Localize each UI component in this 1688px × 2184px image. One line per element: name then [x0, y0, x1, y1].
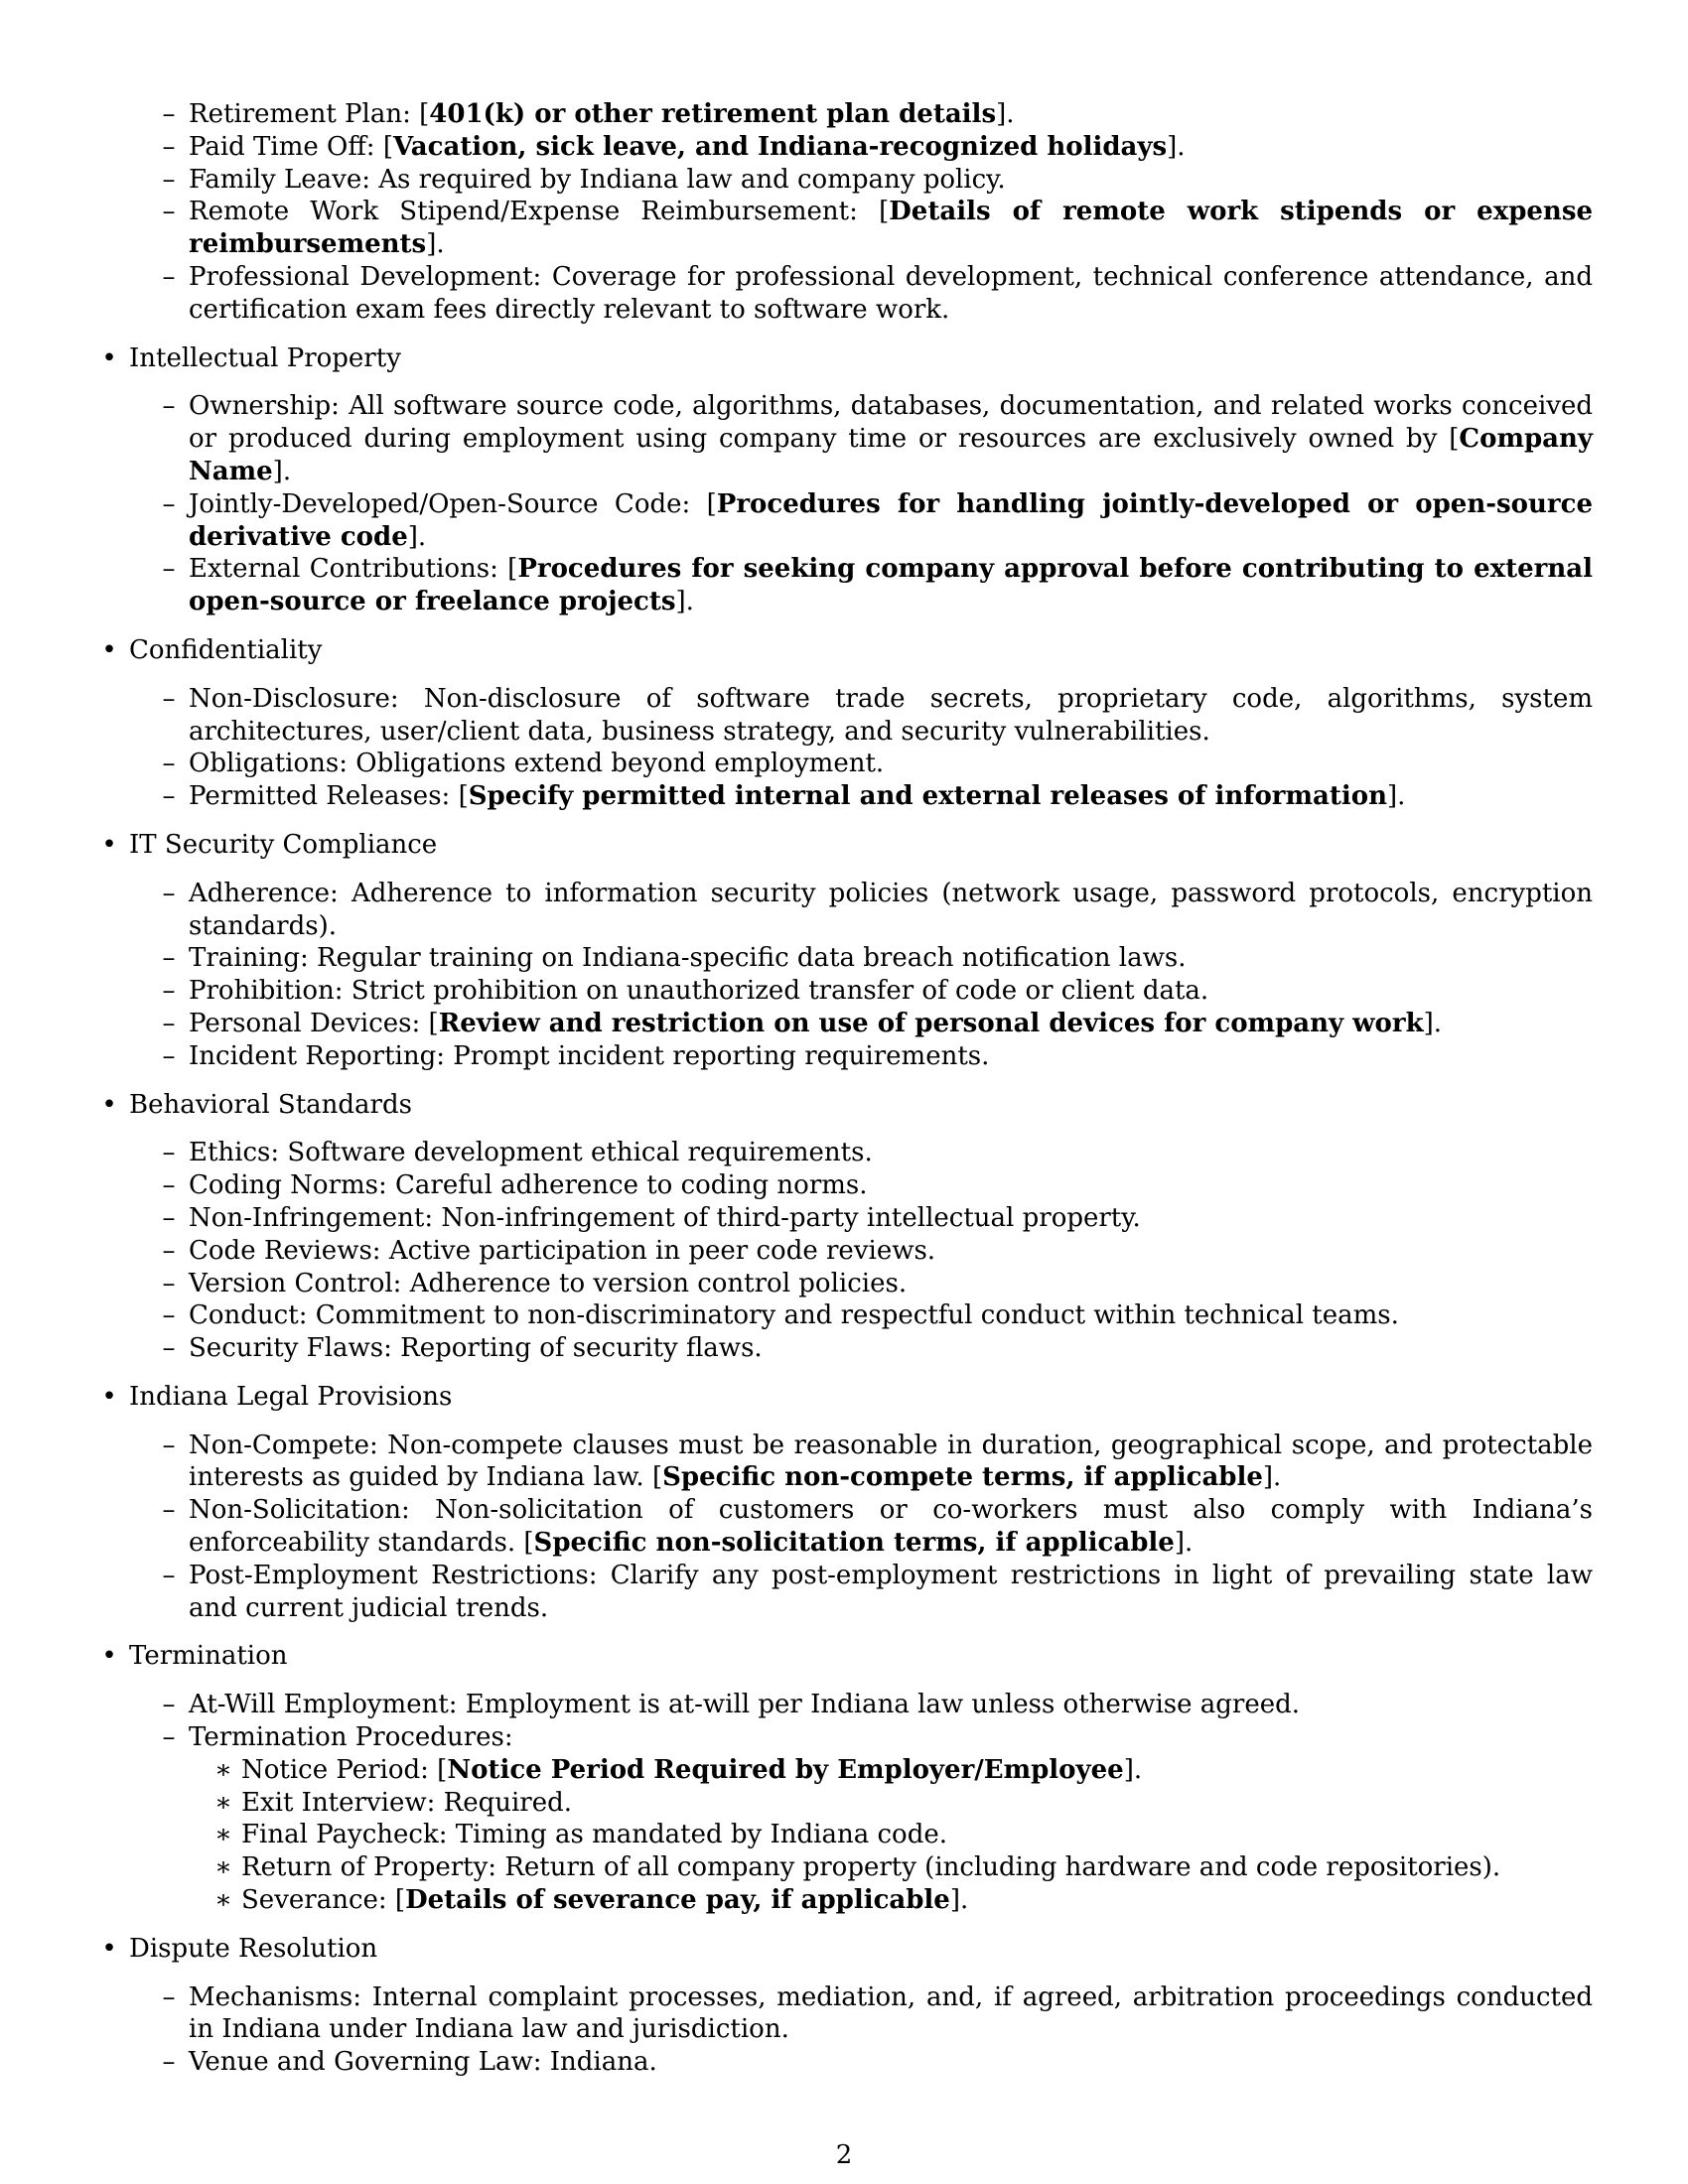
- bullet-marker: •: [101, 1641, 117, 1672]
- item-text: [241, 1787, 1593, 1820]
- item-text-pre: [: [386, 1885, 406, 1916]
- item-text: [189, 390, 1593, 487]
- section-heading: [101, 829, 1593, 862]
- item-label: Termination Procedures:: [189, 1722, 513, 1753]
- placeholder-bold: 401(k) or other retirement plan details: [429, 99, 997, 129]
- section-items: [0, 1689, 1688, 1917]
- item-text-pre: Employment is at-will per Indiana law unless otherwise agreed.: [457, 1690, 1301, 1720]
- item-text-post: ].: [996, 99, 1015, 129]
- item-text: [189, 1235, 1593, 1268]
- item-label: Exit Interview:: [241, 1787, 436, 1818]
- item-text-pre: Adherence to version control policies.: [401, 1268, 908, 1298]
- item-label: Ethics:: [189, 1138, 280, 1168]
- page-number: 2: [835, 2140, 853, 2170]
- item-label: Ownership:: [189, 391, 340, 422]
- item-text: [189, 2046, 1593, 2079]
- item-text: [189, 1040, 1593, 1073]
- item-text: [189, 1268, 1593, 1300]
- dash-marker: –: [162, 1138, 176, 1168]
- dash-marker: –: [162, 2047, 176, 2078]
- list-item: [162, 1981, 1593, 2047]
- section-termination: [0, 1640, 1688, 1916]
- section-items: [0, 683, 1688, 813]
- dash-marker: –: [162, 391, 176, 422]
- item-text: [189, 1494, 1593, 1560]
- star-marker: ∗: [214, 1820, 232, 1850]
- item-text-pre: [: [857, 197, 890, 227]
- list-item: [162, 1689, 1593, 1721]
- item-text-pre: Strict prohibition on unauthorized transfer of code or client data.: [343, 976, 1209, 1007]
- item-label: Incident Reporting:: [189, 1040, 445, 1071]
- list-item: [162, 488, 1593, 554]
- list-item: [162, 1430, 1593, 1495]
- list-item: [162, 2046, 1593, 2079]
- item-label: Post-Employment Restrictions:: [189, 1560, 598, 1590]
- item-text: [189, 1202, 1593, 1235]
- item-text: [189, 1137, 1593, 1169]
- section-heading: [101, 1933, 1593, 1966]
- dash-marker: –: [162, 1235, 176, 1266]
- item-text: [189, 1430, 1593, 1495]
- item-text: [189, 553, 1593, 618]
- item-title: IT Security Compliance: [129, 829, 438, 860]
- item-label: Code Reviews:: [189, 1235, 381, 1266]
- item-text: [189, 1560, 1593, 1625]
- section-items: [0, 878, 1688, 1073]
- list-item: [162, 1721, 1593, 1754]
- item-text-post: ].: [407, 521, 427, 552]
- item-text: [129, 829, 1593, 862]
- list-item: [162, 1040, 1593, 1073]
- item-text-post: ].: [1123, 1754, 1143, 1785]
- section-heading: [101, 1089, 1593, 1122]
- bullet-marker: •: [101, 1933, 117, 1964]
- list-item: [162, 1268, 1593, 1300]
- item-text-pre: Obligations extend beyond employment.: [348, 749, 885, 779]
- dash-marker: –: [162, 1430, 176, 1460]
- placeholder-bold: Details of severance pay, if applicable: [405, 1885, 950, 1916]
- item-label: At-Will Employment:: [189, 1690, 458, 1720]
- placeholder-bold: Notice Period Required by Employer/Employee: [447, 1754, 1124, 1785]
- bullet-marker: •: [101, 1089, 117, 1120]
- item-title: Confidentiality: [129, 634, 323, 665]
- section-confidentiality: [0, 634, 1688, 813]
- dash-marker: –: [162, 554, 176, 585]
- item-label: Mechanisms:: [189, 1981, 361, 2012]
- item-text: [129, 634, 1593, 667]
- section-items: [0, 1981, 1688, 2079]
- list-item: [162, 748, 1593, 780]
- item-label: Professional Development:: [189, 261, 542, 292]
- bullet-marker: •: [101, 342, 117, 373]
- dash-marker: –: [162, 781, 176, 812]
- item-text: [189, 164, 1593, 197]
- item-text-post: ].: [1387, 781, 1406, 812]
- item-text: [189, 878, 1593, 943]
- item-text: [189, 942, 1593, 975]
- benefits-continued-list: [0, 98, 1688, 327]
- dash-marker: –: [162, 1008, 176, 1038]
- list-item: [162, 1202, 1593, 1235]
- list-item: [162, 164, 1593, 197]
- section-heading: [101, 342, 1593, 375]
- section-items: [0, 1430, 1688, 1625]
- item-text: [189, 1981, 1593, 2047]
- list-item: [162, 878, 1593, 943]
- item-text-pre: [: [690, 488, 717, 519]
- item-text-pre: Timing as mandated by Indiana code.: [447, 1820, 948, 1850]
- dash-marker: –: [162, 878, 176, 908]
- section-dispute-resolution: [0, 1933, 1688, 2079]
- list-item: [162, 131, 1593, 164]
- dash-marker: –: [162, 1690, 176, 1720]
- item-text: [189, 488, 1593, 554]
- dash-marker: –: [162, 1560, 176, 1590]
- item-label: Non-Infringement:: [189, 1202, 434, 1233]
- placeholder-bold: Specify permitted internal and external releases of information: [468, 781, 1387, 812]
- item-text-pre: As required by Indiana law and company policy.: [370, 164, 1006, 195]
- dash-marker: –: [162, 164, 176, 195]
- placeholder-bold: Vacation, sick leave, and Indiana-recognized holidays: [392, 131, 1168, 162]
- item-text-pre: [: [450, 781, 469, 812]
- item-text: [241, 1851, 1593, 1884]
- section-items: [0, 1137, 1688, 1365]
- item-text-pre: All software source code, algorithms, databases, documentation, and related works conceived or produced during employment using company time or resources are exclusively owned by [: [189, 391, 1593, 455]
- item-text: [189, 780, 1593, 813]
- dash-marker: –: [162, 943, 176, 974]
- item-text: [189, 1299, 1593, 1332]
- item-text-pre: [: [374, 131, 393, 162]
- star-marker: ∗: [214, 1852, 232, 1883]
- placeholder-bold: Review and restriction on use of personal devices for company work: [438, 1008, 1424, 1038]
- item-text-post: ].: [1423, 1008, 1443, 1038]
- list-item: [162, 1235, 1593, 1268]
- item-title: Behavioral Standards: [129, 1089, 412, 1120]
- placeholder-bold: Procedures for seeking company approval before contributing to external open-source or freelance projects: [189, 554, 1593, 617]
- item-text: [241, 1754, 1593, 1787]
- item-label: Family Leave:: [189, 164, 371, 195]
- item-text: [129, 342, 1593, 375]
- item-label: Non-Disclosure:: [189, 683, 399, 714]
- dash-marker: –: [162, 1333, 176, 1364]
- dash-marker: –: [162, 1981, 176, 2012]
- section-heading: [101, 1640, 1593, 1673]
- dash-marker: –: [162, 1722, 176, 1753]
- item-text-pre: Non-infringement of third-party intellectual property.: [433, 1202, 1141, 1233]
- item-label: Non-Solicitation:: [189, 1495, 410, 1526]
- item-text-pre: Clarify any post-employment restrictions in light of prevailing state law and current judicial trends.: [189, 1560, 1593, 1623]
- item-text-pre: Non-solicitation of customers or co-workers must also comply with Indiana’s enforceability standards. [: [189, 1495, 1593, 1559]
- dash-marker: –: [162, 1300, 176, 1331]
- item-text-pre: Adherence to information security policies (network usage, password protocols, encryption standards).: [189, 878, 1593, 941]
- bullet-marker: •: [101, 829, 117, 860]
- item-label: Coding Norms:: [189, 1170, 387, 1201]
- item-text-pre: Software development ethical requirements.: [279, 1138, 873, 1168]
- list-item: [162, 942, 1593, 975]
- dash-marker: –: [162, 488, 176, 519]
- item-text: [189, 748, 1593, 780]
- item-text-pre: Careful adherence to coding norms.: [386, 1170, 868, 1201]
- item-label: Training:: [189, 943, 309, 974]
- list-item: [162, 1560, 1593, 1625]
- list-item: [162, 683, 1593, 749]
- section-it-security-compliance: [0, 829, 1688, 1073]
- dash-marker: –: [162, 1268, 176, 1298]
- star-marker: ∗: [214, 1787, 232, 1818]
- placeholder-bold: Specific non-solicitation terms, if applicable: [533, 1528, 1175, 1559]
- item-text-pre: Required.: [435, 1787, 573, 1818]
- item-text-post: ].: [1167, 131, 1186, 162]
- placeholder-bold: Procedures for handling jointly-developed or open-source derivative code: [189, 488, 1593, 552]
- section-intellectual-property: [0, 342, 1688, 618]
- list-item: [162, 1169, 1593, 1202]
- item-label: Permitted Releases:: [189, 781, 451, 812]
- item-label: Retirement Plan:: [189, 99, 411, 129]
- item-text-pre: Internal complaint processes, mediation, and, if agreed, arbitration proceedings conducted in Indiana under Indiana law and jurisdiction.: [189, 1981, 1593, 2045]
- list-item: [162, 1332, 1593, 1365]
- item-text-post: ].: [272, 456, 292, 486]
- item-title: Termination: [129, 1641, 288, 1672]
- placeholder-bold: Specific non-compete terms, if applicable: [662, 1462, 1263, 1493]
- item-title: Dispute Resolution: [129, 1933, 378, 1964]
- item-text-post: ].: [426, 229, 445, 260]
- item-title: Indiana Legal Provisions: [129, 1381, 453, 1412]
- item-label: Venue and Governing Law:: [189, 2047, 542, 2078]
- item-label: Return of Property:: [241, 1852, 497, 1883]
- section-items: [0, 390, 1688, 618]
- section-indiana-legal-provisions: [0, 1381, 1688, 1625]
- item-text-pre: Return of all company property (including hardware and code repositories).: [496, 1852, 1501, 1883]
- dash-marker: –: [162, 261, 176, 292]
- item-text: [129, 1381, 1593, 1414]
- item-text: [189, 1169, 1593, 1202]
- item-text-post: ].: [949, 1885, 969, 1916]
- dash-marker: –: [162, 99, 176, 129]
- list-item: [162, 1299, 1593, 1332]
- dash-marker: –: [162, 749, 176, 779]
- item-label: Remote Work Stipend/Expense Reimbursement:: [189, 197, 858, 227]
- item-label: Security Flaws:: [189, 1333, 392, 1364]
- item-label: Notice Period:: [241, 1754, 429, 1785]
- list-item: [162, 1494, 1593, 1560]
- item-label: Prohibition:: [189, 976, 344, 1007]
- item-text-post: ].: [1174, 1528, 1194, 1559]
- item-text-pre: Prompt incident reporting requirements.: [444, 1040, 990, 1071]
- item-text: [189, 1721, 1593, 1754]
- list-item: [162, 780, 1593, 813]
- item-label: Paid Time Off:: [189, 131, 375, 162]
- list-item: [162, 196, 1593, 261]
- section-heading: [101, 1381, 1593, 1414]
- item-label: Final Paycheck:: [241, 1820, 448, 1850]
- item-label: Severance:: [241, 1885, 387, 1916]
- item-text-pre: [: [410, 99, 430, 129]
- sub-list-item: [214, 1819, 1593, 1851]
- list-item: [162, 553, 1593, 618]
- item-text: [189, 975, 1593, 1008]
- dash-marker: –: [162, 1202, 176, 1233]
- item-text-pre: [: [497, 554, 518, 585]
- item-title: Intellectual Property: [129, 342, 401, 373]
- item-text: [241, 1819, 1593, 1851]
- item-text: [189, 196, 1593, 261]
- dash-marker: –: [162, 197, 176, 227]
- item-label: Jointly-Developed/Open-Source Code:: [189, 488, 691, 519]
- item-text: [189, 261, 1593, 327]
- item-text: [129, 1933, 1593, 1966]
- item-text: [189, 683, 1593, 749]
- star-marker: ∗: [214, 1754, 232, 1785]
- sub-list-item: [214, 1884, 1593, 1917]
- item-text-pre: [: [420, 1008, 439, 1038]
- item-label: Personal Devices:: [189, 1008, 421, 1038]
- bullet-marker: •: [101, 634, 117, 665]
- item-text-pre: Active participation in peer code reviews.: [380, 1235, 936, 1266]
- item-text: [189, 1008, 1593, 1040]
- item-text-post: ].: [675, 587, 694, 617]
- dash-marker: –: [162, 1170, 176, 1201]
- item-text: [241, 1884, 1593, 1917]
- item-text-post: ].: [1262, 1462, 1282, 1493]
- dash-marker: –: [162, 1040, 176, 1071]
- placeholder-bold: Company Name: [189, 424, 1593, 486]
- item-text: [189, 1689, 1593, 1721]
- item-text: [189, 98, 1593, 131]
- item-label: Obligations:: [189, 749, 348, 779]
- item-text-pre: Regular training on Indiana-specific data breach notification laws.: [308, 943, 1187, 974]
- item-text-pre: Reporting of security flaws.: [391, 1333, 763, 1364]
- item-text: [189, 1332, 1593, 1365]
- item-text-pre: Commitment to non-discriminatory and respectful conduct within technical teams.: [307, 1300, 1399, 1331]
- item-text-pre: Indiana.: [541, 2047, 657, 2078]
- item-text-pre: Non-disclosure of software trade secrets, proprietary code, algorithms, system architectures, user/client data, business strategy, and security vulnerabilities.: [189, 683, 1593, 747]
- list-item: [162, 390, 1593, 487]
- item-text-pre: Non-compete clauses must be reasonable in duration, geographical scope, and protectable interests as guided by Indiana law. [: [189, 1430, 1593, 1493]
- section-heading: [101, 634, 1593, 667]
- list-item: [162, 975, 1593, 1008]
- section-behavioral-standards: [0, 1089, 1688, 1365]
- list-item: [162, 1137, 1593, 1169]
- item-text-pre: [: [428, 1754, 448, 1785]
- item-label: Conduct:: [189, 1300, 308, 1331]
- item-label: Adherence:: [189, 878, 339, 908]
- list-item: [162, 98, 1593, 131]
- sub-list-item: [214, 1754, 1593, 1787]
- placeholder-bold: Details of remote work stipends or expense reimbursements: [189, 197, 1593, 260]
- item-text: [129, 1640, 1593, 1673]
- dash-marker: –: [162, 683, 176, 714]
- sub-list-item: [214, 1787, 1593, 1820]
- document-body: [0, 98, 1688, 2079]
- list-item: [162, 1008, 1593, 1040]
- bullet-marker: •: [101, 1381, 117, 1412]
- item-label: Version Control:: [189, 1268, 402, 1298]
- item-label: Non-Compete:: [189, 1430, 378, 1460]
- item-text: [189, 131, 1593, 164]
- item-text: [129, 1089, 1593, 1122]
- dash-marker: –: [162, 976, 176, 1007]
- dash-marker: –: [162, 131, 176, 162]
- list-item: [162, 261, 1594, 327]
- sub-list-item: [214, 1851, 1593, 1884]
- item-text-pre: Coverage for professional development, technical conference attendance, and certification exam fees directly relevant to software work.: [189, 261, 1594, 325]
- dash-marker: –: [162, 1495, 176, 1526]
- item-label: External Contributions:: [189, 554, 498, 585]
- star-marker: ∗: [214, 1885, 232, 1916]
